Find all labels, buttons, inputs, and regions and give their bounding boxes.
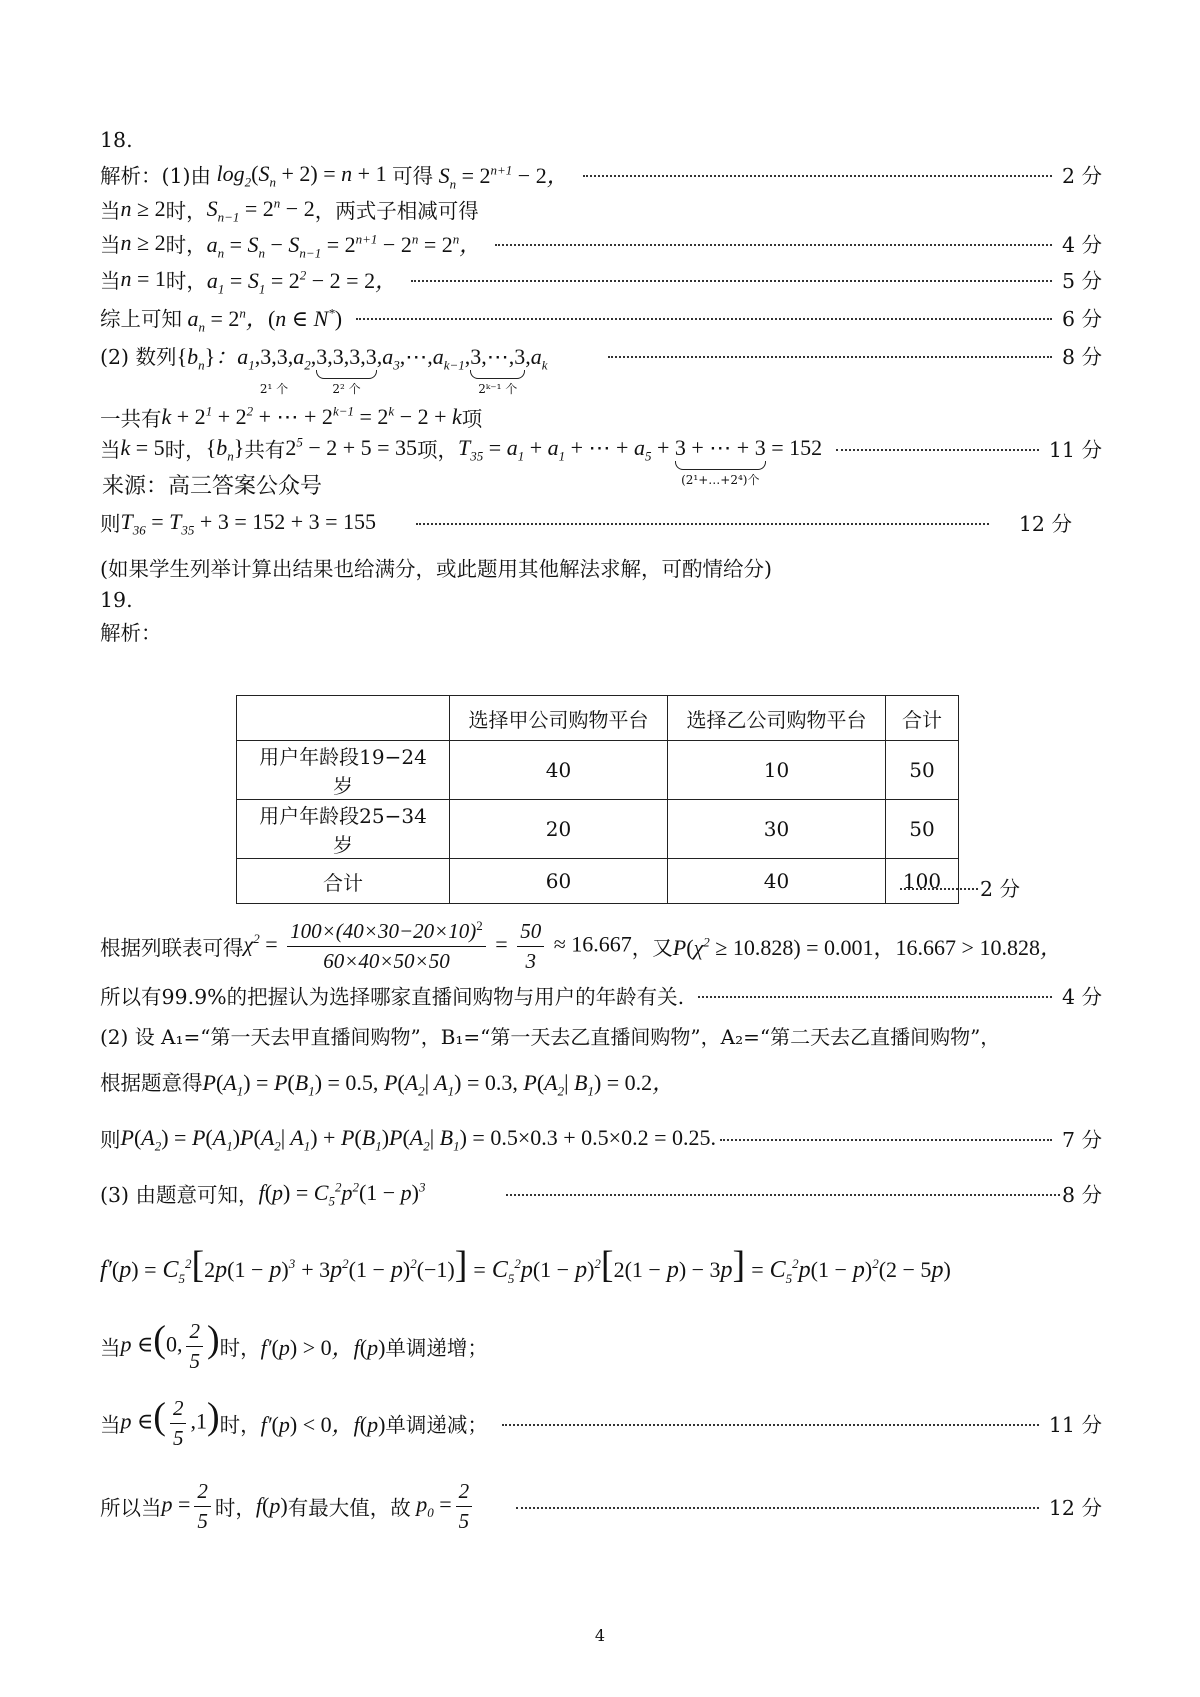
q18-line-10: 则 $T_{36} = T_{35} + 3 = 152 + 3 = 155$ 12 分 [100,509,1072,538]
formula-bn-seq: $\{b_n\}$：$a_1,3,3$ 2¹ 个 $,a_2,3,3,3,3$ 2² 个 $,a_3,\cdots,a_{k-1},3,\cdots,3$ 2ᵏ⁻¹ 个 $,a_k$ [176,343,548,396]
table-cell: 合计 [237,859,450,904]
source-watermark: 来源：高三答案公众号 [102,473,323,499]
table-header-row [237,696,959,741]
q18-line-1: 解析：(1)由 $\log_2(S_n + 2) = n + 1$ 可得 $S_n = 2^{n+1} - 2$， 2 分 [100,157,1102,191]
q19-intro: 解析： [100,621,162,645]
table-cell: 用户年龄段25−34 岁 [237,800,450,859]
table-header-cell: 选择甲公司购物平台 [450,696,668,741]
dotted-leader [416,523,989,525]
q19-number: 19. [100,588,133,612]
table-row [237,859,959,904]
dotted-leader [836,449,1039,451]
q18-line-2: 当 n ≥ 2 时， $S_{n-1} = 2^n - 2$ ，两式子相减可得 [100,195,479,225]
table-cell: 用户年龄段19−24 岁 [237,741,450,800]
formula-total-probability: $P(A_2) = P(A_1)P(A_2|$ $A_1) + P(B_1)P(A_2|$ $B_1) = 0.5\times 0.3 + 0.5\times 0.2 = 0.25$. [120,1125,716,1154]
formula-a1: $a_1 = S_1 = 2^2 - 2 = 2$， [206,267,398,296]
dotted-leader [506,1194,1060,1196]
table-cell: 20 [450,800,668,859]
q18-number: 18. [100,128,133,152]
dotted-leader [583,175,1052,177]
formula-t36: $T_{36} = T_{35} + 3 = 152 + 3 = 155$ [120,509,377,538]
formula-an-final: $a_n = 2^n$，(n ∈ N*) [182,305,343,334]
formula-count: $k + 2^1 + 2^2$ + ⋯ + $2^{k-1} = 2^k - 2 + k$ [161,403,462,429]
q19-max-line: 所以当 p = $\frac{2}{5}$ 时， f(p) 有最大值，故 $p_0$ = $\frac{2}{5}$ 12 分 [100,1478,1102,1533]
q18-remark: (如果学生列举计算出结果也给满分，或此题用其他解法求解，可酌情给分) [100,557,772,581]
q18-intro: 解析：(1)由 [100,164,212,188]
q19-total-prob-line: 则 $P(A_2) = P(A_1)P(A_2|$ $A_1) + P(B_1)P(A_2|$ $B_1) = 0.5\times 0.3 + 0.5\times 0.2 = 0.25$. 7 分 [100,1125,1102,1154]
formula-sn-1: $S_{n-1} = 2^n - 2$ [206,195,315,225]
formula-critical: $P(\chi^2 \ge 10.828) = 0.001$，16.667 > 10.828， [672,934,1062,960]
q19-derivative-line [100,1243,1102,1287]
formula-an: $a_n = S_n - S_{n-1} = 2^{n+1} - 2^n = 2^n$， [206,231,482,260]
formula-log-eq: $\log_2(S_n + 2) = n + 1$ [211,161,387,190]
q19-conclusion-line: 所以有99.9%的把握认为选择哪家直播间购物与用户的年龄有关. 4 分 [100,985,1102,1009]
dotted-leader [502,1424,1039,1426]
q19-part2-defs: (2) 设 A₁=“第一天去甲直播间购物”，B₁=“第一天去乙直播间购物”，A₂=“第二天去乙直播间购物”， [100,1024,1001,1049]
table-cell: 50 [886,741,959,800]
q19-given-line: 根据题意得 $P(A_1) = P(B_1) = 0.5$, $P(A_2|$ $A_1) = 0.3$, $P(A_2|$ $B_1) = 0.2$， [100,1064,1102,1098]
dotted-leader [495,244,1052,246]
table-header-cell [237,696,450,741]
table-cell: 100 [886,859,959,904]
q19-decreasing-line: 当 p ∈( $\frac{2}{5}$ ,1) 时， f′(p) < 0，f(p) 单调递减； 11 分 [100,1395,1102,1450]
formula-t35: $T_{35} = a_1 + a_1$ + ⋯ + $a_5 + 3$ + ⋯ + 3 (2¹+…+2⁴)个 = 152 [458,435,823,487]
table-score-line: 2 分 [900,870,1020,904]
table-header-cell: 选择乙公司购物平台 [668,696,886,741]
q19-increasing-line: 当 p ∈(0, $\frac{2}{5}$ ) 时， f′(p) > 0，f(p) 单调递增； [100,1318,488,1373]
contingency-table [236,695,959,904]
q18-line-6: (2) 数列 $\{b_n\}$：$a_1,3,3$ 2¹ 个 $,a_2,3,3,3,3$ 2² 个 $,a_3,\cdots,a_{k-1},3,\cdots,3$ 2ᵏ⁻¹ 个 $,a_k$ 8 分 [100,338,1102,372]
q18-line-5: 综上可知 $a_n = 2^n$，(n ∈ N*) 6 分 [100,300,1102,334]
score-label: 2 分 [1061,164,1102,188]
dotted-leader [411,280,1052,282]
dotted-leader [698,996,1052,998]
formula-sn: $S_n = 2^{n+1} - 2$， [433,162,569,191]
table-cell: 50 [886,800,959,859]
table-cell: 60 [450,859,668,904]
q18-line-8: 当 k = 5 时， $\{b_n\}$ 共有 $2^5 - 2 + 5 = 35$ 项， $T_{35} = a_1 + a_1$ + ⋯ + $a_5 + 3$ + ⋯ + 3 (2¹+…+2⁴)个 = 152 11 分 [100,434,1102,487]
dotted-leader [356,318,1052,320]
q19-part3-line: (3) 由题意可知， $f(p) = C_5^2p^2(1 - p)^3$ 8 分 [100,1179,1102,1209]
q18-line-3: 当 n ≥ 2 时， $a_n = S_n - S_{n-1} = 2^{n+1} - 2^n = 2^n$， 4 分 [100,226,1102,260]
formula-derivative: $f'(p) = C_5^2[2p(1 - p)^3 + 3p^2(1 - p)^2(-1)] = C_5^2p(1 - p)^2[2(1 - p) - 3p] = C_5^2p(1 - p)^2(2 - 5p)$ [100,1244,951,1286]
formula-fp: $f(p) = C_5^2p^2(1 - p)^3$ [258,1179,426,1209]
table-cell: 10 [668,741,886,800]
table-cell: 40 [668,859,886,904]
formula-chi-square: $\chi^2$ = $\frac{100\times(40\times 30-20\times 10)^2}{60\times 40\times 50\times 50}$ = $\frac{50}{3}$ ≈ 16.667 [243,917,632,973]
dotted-leader [608,356,1052,358]
q18-line-4: 当 n = 1 时， $a_1 = S_1 = 2^2 - 2 = 2$， 5 分 [100,262,1102,296]
dotted-leader [516,1507,1039,1509]
table-cell: 40 [450,741,668,800]
table-row [237,800,959,859]
q18-line-7: 一共有 $k + 2^1 + 2^2$ + ⋯ + $2^{k-1} = 2^k - 2 + k$ 项 [100,403,483,431]
table-row [237,741,959,800]
q19-chi-line: 根据列联表可得 $\chi^2$ = $\frac{100\times(40\times 30-20\times 10)^2}{60\times 40\times 50\times 50}$ = $\frac{50}{3}$ ≈ 16.667 ，又 $P(\chi^2 \ge 10.828) = 0.001$，16.667 > 10.828， [100,917,1062,973]
table-header-cell: 合计 [886,696,959,741]
dotted-leader [900,888,978,890]
formula-given-probs: $P(A_1) = P(B_1) = 0.5$, $P(A_2|$ $A_1) = 0.3$, $P(A_2|$ $B_1) = 0.2$， [202,1069,675,1098]
table-cell: 30 [668,800,886,859]
dotted-leader [720,1139,1052,1141]
page-number: 4 [594,1626,606,1645]
